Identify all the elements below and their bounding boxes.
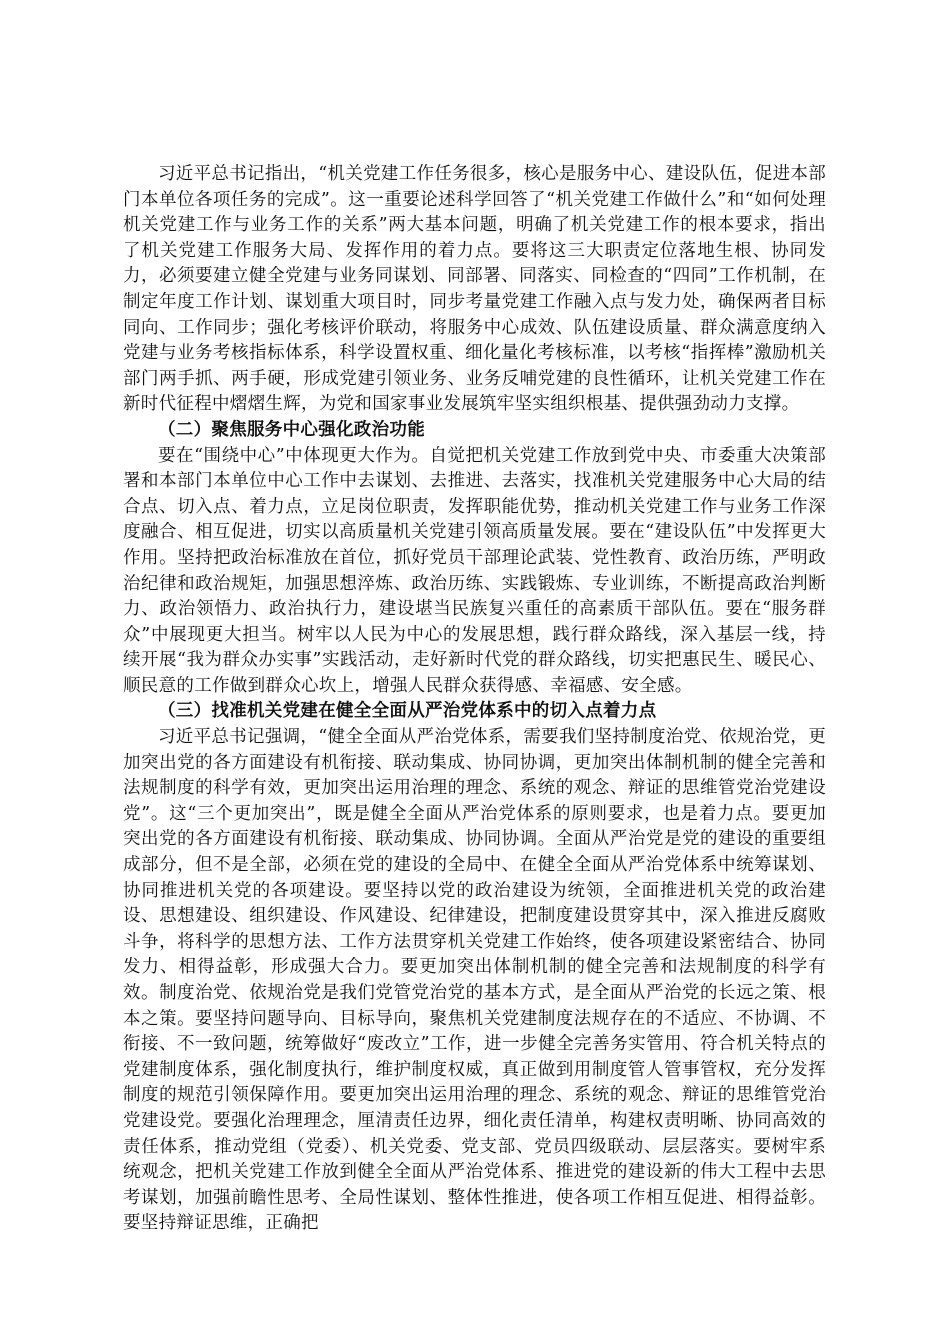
section-heading: （二）聚焦服务中心强化政治功能 (158, 419, 425, 440)
body-paragraph: 习近平总书记强调，“健全全面从严治党体系，需要我们坚持制度治党、依规治党，更加突出党的各方面建设有机衔接、联动集成、协同协调，更加突出体制机制的健全完善和法规制度的科学有效，更加突出运用治理的理念、系统的观念、辩证的思维管党治党建设党”。这“三个更加突出”，既是健全全面从严治党体系的原则要求，也是着力点。要更加突出党的各方面建设有机衔接、联动集成、协同协调。全面从严治党是党的建设的重要组成部分，但不是全部，必须在党的建设的全局中、在健全全面从严治党体系中统筹谋划、协同推进机关党的各项建设。要坚持以党的政治建设为统领，全面推进机关党的政治建设、思想建设、组织建设、作风建设、纪律建设，把制度建设贯穿其中，深入推进反腐败斗争，将科学的思想方法、工作方法贯穿机关党建工作始终，使各项建设紧密结合、协同发力、相得益彰，形成强大合力。要更加突出体制机制的健全完善和法规制度的科学有效。制度治党、依规治党是我们党管党治党的基本方式，是全面从严治党的长远之策、根本之策。要坚持问题导向、目标导向，聚焦机关党建制度法规存在的不适应、不协调、不衔接、不一致问题，统筹做好“废改立”工作，进一步健全完善务实管用、符合机关特点的党建制度体系，强化制度执行，维护制度权威，真正做到用制度管人管事管权，充分发挥制度的规范引领保障作用。要更加突出运用治理的理念、系统的观念、辩证的思维管党治党建设党。要强化治理理念，厘清责任边界，细化责任清单，构建权责明晰、协同高效的责任体系，推动党组（党委）、机关党委、党支部、党员四级联动、层层落实。要树牢系统观念，把机关党建工作放到健全全面从严治党体系、推进党的建设新的伟大工程中去思考谋划，加强前瞻性思考、全局性谋划、整体性推进，使各项工作相互促进、相得益彰。要坚持辩证思维，正确把 (123, 727, 826, 1234)
section-heading: （三）找准机关党建在健全全面从严治党体系中的切入点着力点 (158, 701, 657, 722)
body-paragraph: 习近平总书记指出，“机关党建工作任务很多，核心是服务中心、建设队伍，促进本部门本单位各项任务的完成”。这一重要论述科学回答了“机关党建工作做什么”和“如何处理机关党建工作与业务工作的关系”两大基本问题，明确了机关党建工作的根本要求，指出了机关党建工作服务大局、发挥作用的着力点。要将这三大职责定位落地生根、协同发力，必须要建立健全党建与业务同谋划、同部署、同落实、同检查的“四同”工作机制，在制定年度工作计划、谋划重大项目时，同步考量党建工作融入点与发力处，确保两者目标同向、工作同步；强化考核评价联动，将服务中心成效、队伍建设质量、群众满意度纳入党建与业务考核指标体系，科学设置权重、细化量化考核标准，以考核“指挥棒”激励机关部门两手抓、两手硬，形成党建引领业务、业务反哺党建的良性循环，让机关党建工作在新时代征程中熠熠生辉，为党和国家事业发展筑牢坚实组织根基、提供强劲动力支撑。 (123, 164, 826, 415)
body-paragraph: 要在“围绕中心”中体现更大作为。自觉把机关党建工作放到党中央、市委重大决策部署和本部门本单位中心工作中去谋划、去推进、去落实，找准机关党建服务中心大局的结合点、切入点、着力点，立足岗位职责，发挥职能优势，推动机关党建工作与业务工作深度融合、相互促进，切实以高质量机关党建引领高质量发展。要在“建设队伍”中发挥更大作用。坚持把政治标准放在首位，抓好党员干部理论武装、党性教育、政治历练，严明政治纪律和政治规矩，加强思想淬炼、政治历练、实践锻炼、专业训练，不断提高政治判断力、政治领悟力、政治执行力，建设堪当民族复兴重任的高素质干部队伍。要在“服务群众”中展现更大担当。树牢以人民为中心的发展思想，践行群众路线，深入基层一线，持续开展“我为群众办实事”实践活动，走好新时代党的群众路线，切实把惠民生、暖民心、顺民意的工作做到群众心坎上，增强人民群众获得感、幸福感、安全感。 (123, 445, 826, 696)
document-page (123, 162, 826, 1237)
